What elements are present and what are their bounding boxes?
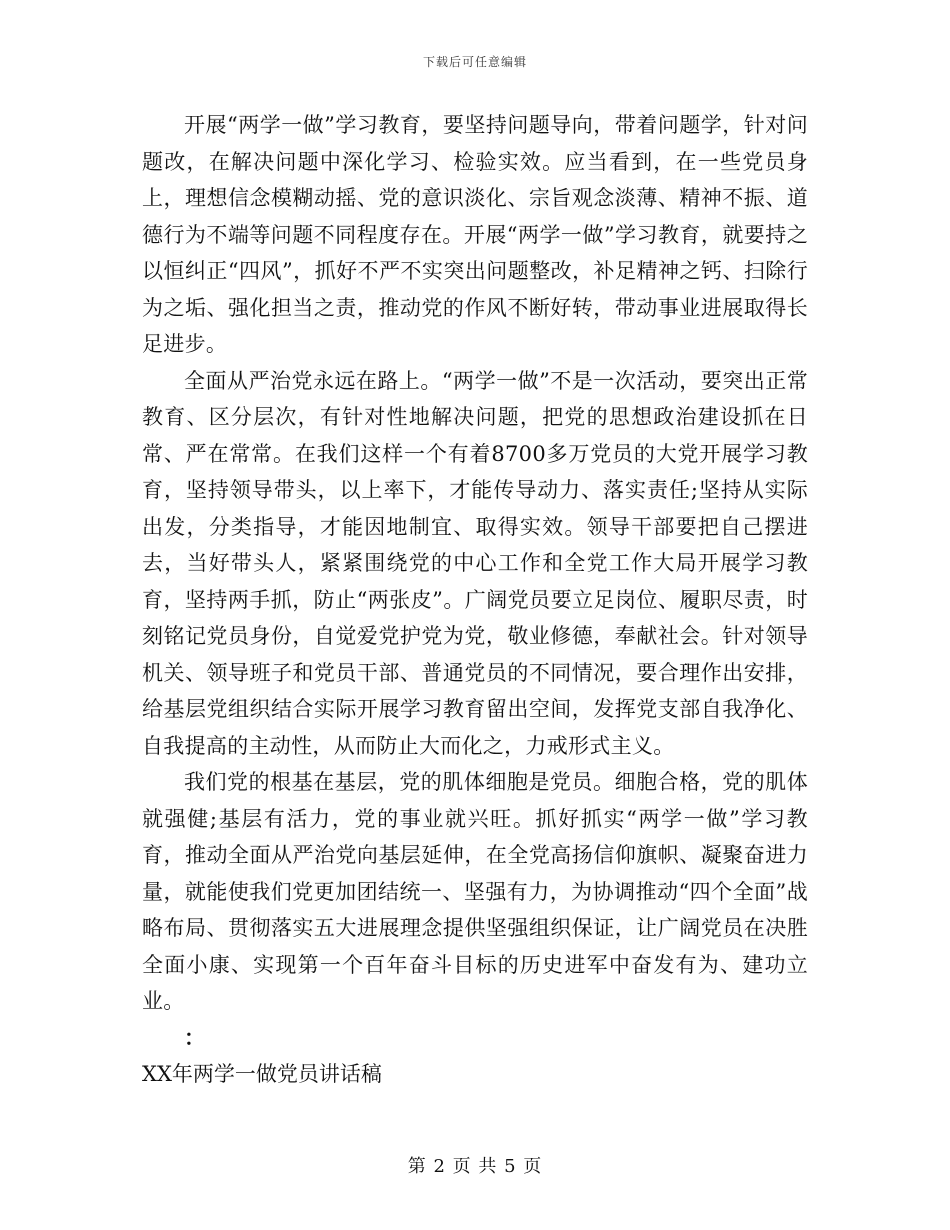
paragraph-3: 我们党的根基在基层，党的肌体细胞是党员。细胞合格，党的肌体就强健;基层有活力，党的事业就兴旺。抓好抓实“两学一做”学习教育，推动全面从严治党向基层延伸，在全党高扬信仰旗帜、凝聚奋进力量，就能使我们党更加团结统一、坚强有力，为协调推动“四个全面”战略布局、贯彻落实五大进展理念提供坚强组织保证，让广阔党员在决胜全面小康、实现第一个百年奋斗目标的历史进军中奋发有为、建功立业。 [142,770,808,1013]
document-body [142,107,808,1093]
page-number: 第 2 页 共 5 页 [407,1156,543,1177]
paragraph-2: 全面从严治党永远在路上。“两学一做”不是一次活动，要突出正常教育、区分层次，有针对性地解决问题，把党的思想政治建设抓在日常、严在常常。在我们这样一个有着8700多万党员的大党开展学习教育，坚持领导带头，以上率下，才能传导动力、落实责任;坚持从实际出发，分类指导，才能因地制宜、取得实效。领导干部要把自己摆进去，当好带头人，紧紧围绕党的中心工作和全党工作大局开展学习教育，坚持两手抓，防止“两张皮”。广阔党员要立足岗位、履职尽责，时刻铭记党员身份，自觉爱党护党为党，敬业修德，奉献社会。针对领导机关、领导班子和党员干部、普通党员的不同情况，要合理作出安排，给基层党组织结合实际开展学习教育留出空间，发挥党支部自我净化、自我提高的主动性，从而防止大而化之，力戒形式主义。 [142,368,808,758]
paragraph-1: 开展“两学一做”学习教育，要坚持问题导向，带着问题学，针对问题改，在解决问题中深化学习、检验实效。应当看到，在一些党员身上，理想信念模糊动摇、党的意识淡化、宗旨观念淡薄、精神不振、道德行为不端等问题不同程度存在。开展“两学一做”学习教育，就要持之以恒纠正“四风”，抓好不严不实突出问题整改，补足精神之钙、扫除行为之垢、强化担当之责，推动党的作风不断好转，带动事业进展取得长足进步。 [142,113,808,356]
section-title: XX年两学一做党员讲话稿 [142,1062,382,1086]
header-note: 下载后可任意编辑 [422,55,527,69]
colon-line: ： [184,1024,205,1050]
